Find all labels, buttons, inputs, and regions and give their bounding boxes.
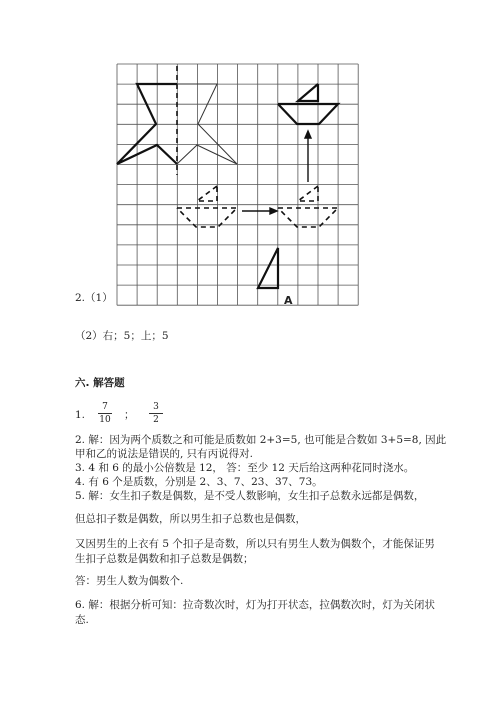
boat-solid <box>278 84 338 124</box>
grid-lines <box>117 64 358 305</box>
q3-line-1: 3. 4 和 6 的最小公倍数是 12， 答：至少 12 天后给这两种花同时浇水。 <box>75 462 415 474</box>
q5-line-1: 5. 解：女生扣子数是偶数，是不受人数影响，女生扣子总数永远都是偶数， <box>75 490 425 502</box>
q1-frac2-denominator: 2 <box>153 415 159 425</box>
q5-line-4: 生扣子总数是偶数和扣子总数是偶数； <box>75 553 254 565</box>
q2-part1-label: 2.（1） <box>75 292 113 304</box>
q5-line-3: 又因男生的上衣有 5 个扣子是奇数，所以只有男生人数为偶数个，才能保证男 <box>75 538 435 550</box>
q5-line-2: 但总扣子数是偶数，所以男生扣子总数也是偶数， <box>75 513 306 525</box>
q1-fraction-1 <box>98 402 112 425</box>
q6-line-1: 6. 解：根据分析可知：拉奇数次时，灯为打开状态，拉偶数次时，灯为关闭状 <box>75 599 435 611</box>
section-heading: 六. 解答题 <box>75 377 125 389</box>
figure-label-a: A <box>284 294 293 307</box>
q1-frac2-numerator: 3 <box>153 402 159 412</box>
q2-line-2: 甲和乙的说法是错误的, 只有丙说得对. <box>75 448 254 460</box>
q6-line-2: 态. <box>75 614 89 626</box>
q2-part2-answer: （2）右；5；上；5 <box>75 330 169 342</box>
grid-figure <box>0 0 500 320</box>
q2-line-1: 2. 解：因为两个质数之和可能是质数如 2+3=5, 也可能是合数如 3+5=8, 因此 <box>75 434 447 446</box>
triangle-a <box>258 248 278 288</box>
boat-dashed-right <box>278 186 338 227</box>
q1-label: 1. <box>75 409 86 421</box>
q4-line-1: 4. 有 6 个是质数，分别是 2、3、7、23、37、73。 <box>75 476 323 488</box>
translate-arrow-up <box>305 131 311 182</box>
boat-dashed-left <box>177 186 237 227</box>
q1-separator: ； <box>124 409 135 421</box>
q1-fraction-2 <box>149 402 163 425</box>
q1-frac1-numerator: 7 <box>102 402 108 412</box>
translate-arrow-right <box>242 208 277 214</box>
q1-frac1-denominator: 10 <box>99 415 111 425</box>
q5-answer: 答：男生人数为偶数个. <box>75 575 184 587</box>
